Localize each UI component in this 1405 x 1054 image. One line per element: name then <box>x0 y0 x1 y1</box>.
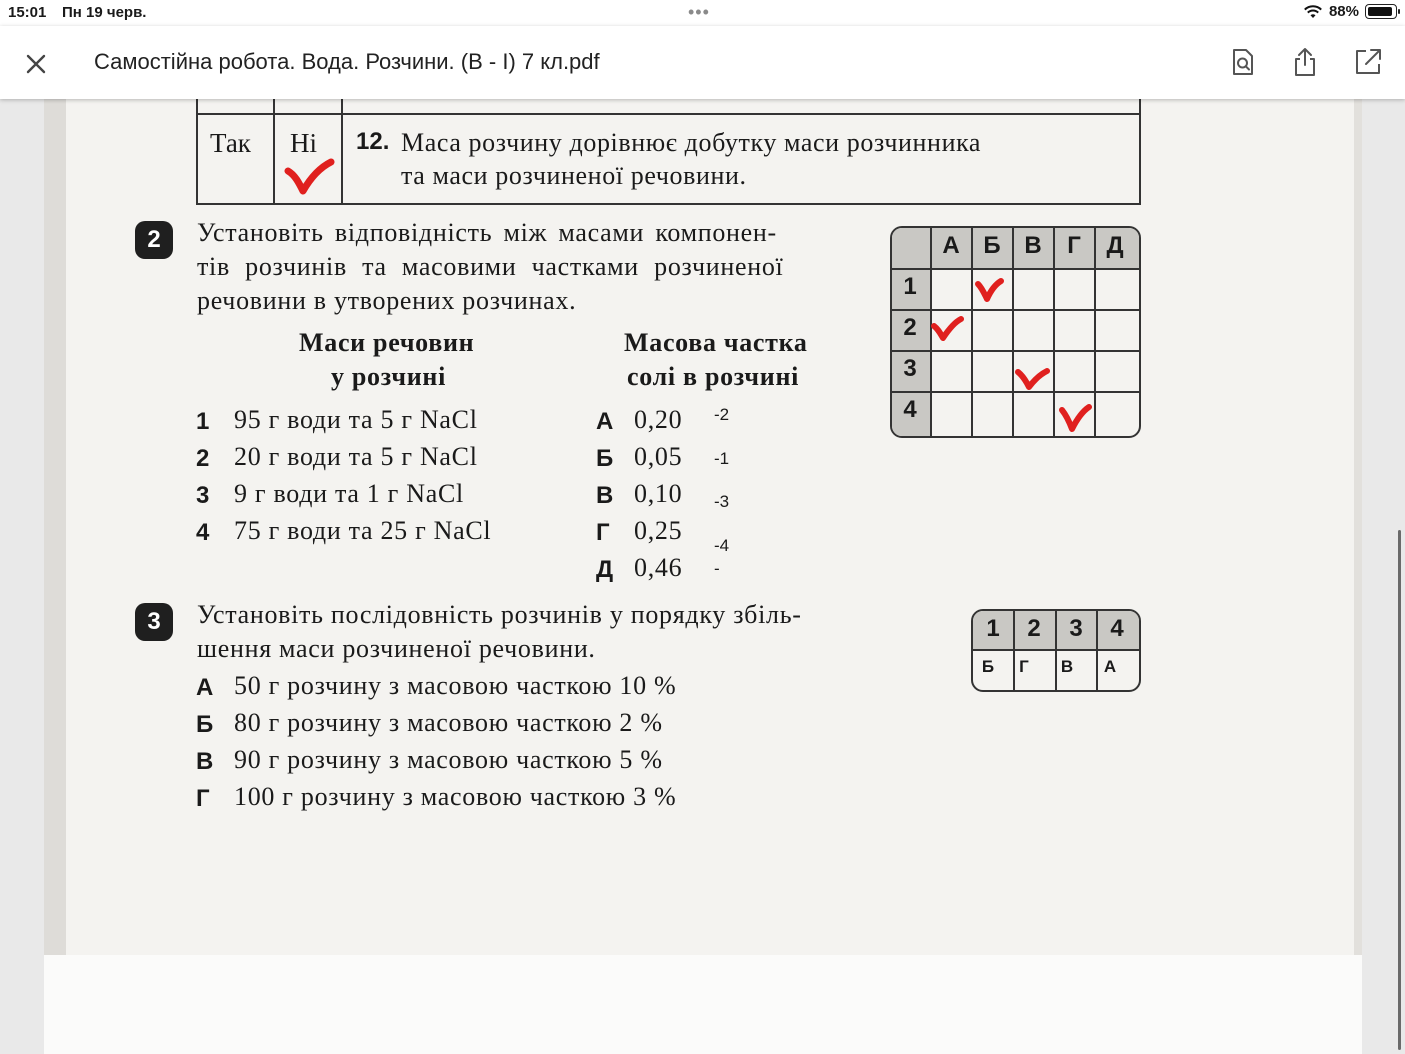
task-2-line-3: речовини в утворених розчинах. <box>197 286 577 315</box>
handwritten-note: -3 <box>714 492 730 511</box>
item-letter: В <box>196 748 214 775</box>
scrollbar-thumb[interactable] <box>1398 530 1401 1050</box>
task-3-line-1: Установіть послідовність розчинів у порядку збіль- <box>197 600 802 629</box>
share-icon[interactable] <box>1289 46 1321 78</box>
multitasking-dots[interactable]: ••• <box>688 2 710 22</box>
viewer-toolbar <box>0 26 1405 99</box>
grid-column-header: Г <box>1067 232 1081 259</box>
item-text: 95 г води та 5 г NaCl <box>234 405 478 434</box>
statement-number: 12. <box>356 128 390 155</box>
status-date: Пн 19 черв. <box>62 4 147 21</box>
status-bar <box>0 0 1405 26</box>
item-letter: А <box>196 674 214 701</box>
answer-yes-label: Так <box>210 128 251 158</box>
grid-answer: А <box>1103 657 1117 676</box>
item-text: 90 г розчину з масовою часткою 5 % <box>234 745 663 774</box>
option-value: 0,46 <box>634 553 683 582</box>
task-2-badge: 2 <box>135 221 173 259</box>
document-title: Самостійна робота. Вода. Розчини. (В - І) 7 кл.pdf <box>94 49 600 74</box>
grid-row-header: 4 <box>903 396 917 423</box>
option-letter: Д <box>596 556 614 583</box>
task-2-line-2: тів розчинів та масовими частками розчиненої <box>197 252 784 281</box>
option-value: 0,05 <box>634 442 683 471</box>
answer-no-label: Ні <box>290 128 317 158</box>
task-3-line-2: шення маси розчиненої речовини. <box>197 634 596 663</box>
item-letter: Г <box>196 785 210 812</box>
task-2-line-1: Установіть відповідність між масами компонен- <box>197 218 777 247</box>
grid-column-header: В <box>1024 232 1042 259</box>
option-letter: В <box>596 482 614 509</box>
option-letter: Б <box>596 445 614 472</box>
battery-percent: 88% <box>1328 3 1359 20</box>
statement-line-1: Маса розчину дорівнює добутку маси розчинника <box>401 128 982 157</box>
grid-row-header: 3 <box>903 355 917 382</box>
checkmark-icon <box>1014 364 1050 392</box>
checkmark-icon <box>1058 402 1092 434</box>
grid-answer: Б <box>981 657 995 676</box>
search-document-icon[interactable] <box>1227 46 1259 78</box>
grid-row-header: 1 <box>903 273 917 300</box>
left-column-header-2: у розчині <box>331 362 447 391</box>
page-bottom-margin <box>44 955 1362 1054</box>
item-letter: Б <box>196 711 214 738</box>
handwritten-note: - <box>714 559 720 578</box>
left-column-header-1: Маси речовин <box>299 328 475 357</box>
item-number: 3 <box>196 482 210 509</box>
checkmark-icon <box>930 314 964 342</box>
wifi-icon <box>1303 5 1323 19</box>
grid-row-header: 2 <box>903 314 917 341</box>
handwritten-note: -1 <box>714 449 730 468</box>
matching-answer-grid <box>890 226 1141 438</box>
item-text: 20 г води та 5 г NaCl <box>234 442 478 471</box>
option-value: 0,25 <box>634 516 683 545</box>
grid-column-header: А <box>942 232 960 259</box>
grid-answer: Г <box>1019 657 1029 676</box>
grid-answer: В <box>1060 657 1074 676</box>
item-number: 2 <box>196 445 210 472</box>
item-text: 80 г розчину з масовою часткою 2 % <box>234 708 663 737</box>
item-number: 1 <box>196 408 210 435</box>
battery-icon <box>1365 4 1397 19</box>
item-text: 100 г розчину з масовою часткою 3 % <box>234 782 677 811</box>
handwritten-note: -4 <box>714 536 730 555</box>
grid-column-header: 3 <box>1069 615 1083 642</box>
option-value: 0,10 <box>634 479 683 508</box>
item-text: 50 г розчину з масовою часткою 10 % <box>234 671 677 700</box>
item-text: 9 г води та 1 г NaCl <box>234 479 464 508</box>
item-text: 75 г води та 25 г NaCl <box>234 516 492 545</box>
option-value: 0,20 <box>634 405 683 434</box>
task-3-badge: 3 <box>135 603 173 641</box>
checkmark-icon <box>974 276 1004 304</box>
open-external-icon[interactable] <box>1352 46 1384 78</box>
statement-line-2: та маси розчиненої речовини. <box>401 161 747 190</box>
grid-column-header: 4 <box>1110 615 1124 642</box>
checkmark-icon <box>283 157 335 197</box>
option-letter: Г <box>596 519 610 546</box>
grid-column-header: Б <box>983 232 1001 259</box>
grid-column-header: Д <box>1106 232 1124 259</box>
grid-column-header: 2 <box>1027 615 1041 642</box>
status-indicators <box>1303 3 1397 20</box>
handwritten-note: -2 <box>714 405 730 424</box>
option-letter: А <box>596 408 614 435</box>
item-number: 4 <box>196 519 210 546</box>
status-time: 15:01 <box>8 4 47 21</box>
right-column-header-1: Масова частка <box>624 328 808 357</box>
close-icon[interactable] <box>22 50 50 78</box>
grid-column-header: 1 <box>986 615 1000 642</box>
right-column-header-2: солі в розчині <box>627 362 800 391</box>
sequence-answer-grid <box>971 609 1141 692</box>
